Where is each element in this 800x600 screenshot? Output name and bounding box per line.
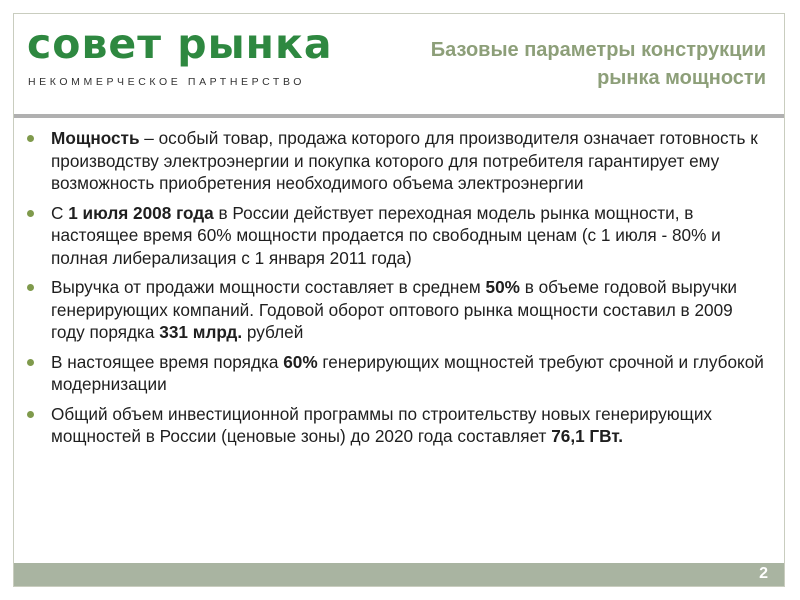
logo-text: совет рынка xyxy=(27,20,333,68)
bullet-item-4 xyxy=(24,351,764,396)
slide-title-line-2: рынка мощности xyxy=(597,67,766,89)
bullet-dot-icon xyxy=(27,210,34,217)
slide-title xyxy=(431,36,766,92)
bullet-3-bold-a: 50% xyxy=(485,277,520,297)
bullet-2-text-b: в России действует переходная модель рынка мощности, в настоящее время 60% мощности продается по свободным ценам (с 1 июля - 80% и полная либерализация с 1 января 2011 года) xyxy=(51,202,721,268)
page-number: 2 xyxy=(759,565,768,582)
bullet-1-bold: Мощность xyxy=(51,128,140,148)
bullet-dot-icon xyxy=(27,135,34,142)
slide xyxy=(13,13,785,587)
bullet-3-text-b: в объеме годовой выручки генерирующих компаний. Годовой оборот оптового рынка мощности составил в 2009 году порядка xyxy=(51,277,737,342)
slide-title-line-1: Базовые параметры конструкции xyxy=(430,39,766,61)
footer-bar xyxy=(14,563,784,586)
bullet-list xyxy=(24,127,764,455)
bullet-3-text-a: Выручка от продажи мощности составляет в среднем xyxy=(51,277,486,297)
bullet-5-text: Общий объем инвестиционной программы по строительству новых генерирующих мощностей в России (ценовые зоны) до 2020 года составляет xyxy=(51,403,713,446)
bullet-item-1 xyxy=(24,127,764,195)
bullet-3-text-c: рублей xyxy=(242,322,304,342)
bullet-item-2 xyxy=(24,202,764,270)
bullet-dot-icon xyxy=(27,411,34,418)
bullet-5-bold: 76,1 ГВт. xyxy=(551,426,624,446)
bullet-4-text-b: генерирующих мощностей требуют срочной и глубокой модернизации xyxy=(51,351,764,394)
bullet-1-text: – особый товар, продажа которого для производителя означает готовность к производству электроэнергии и покупка которого для потребителя гарантирует ему возможность приобретения необходимого объема электроэнергии xyxy=(51,128,758,193)
bullet-dot-icon xyxy=(27,359,34,366)
bullet-item-5 xyxy=(24,403,764,448)
bullet-2-bold: 1 июля 2008 года xyxy=(68,202,214,223)
bullet-2-text-a: С xyxy=(51,202,69,223)
bullet-dot-icon xyxy=(27,284,34,291)
bullet-4-text-a: В настоящее время порядка xyxy=(51,351,284,372)
logo-subtitle: НЕКОММЕРЧЕСКОЕ ПАРТНЕРСТВО xyxy=(28,76,305,88)
bullet-3-bold-b: 331 млрд. xyxy=(159,322,243,342)
bullet-item-3 xyxy=(24,276,764,344)
bullet-4-bold: 60% xyxy=(283,351,318,372)
header-divider xyxy=(14,114,784,118)
